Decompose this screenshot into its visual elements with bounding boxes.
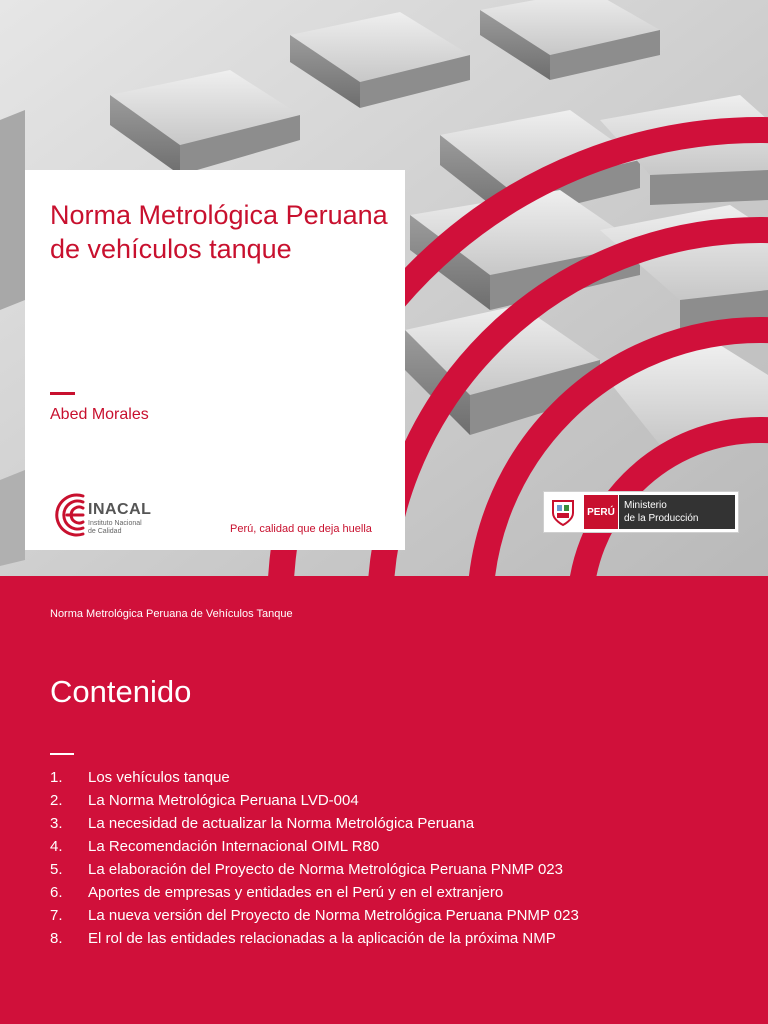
item-text: Aportes de empresas y entidades en el Perú y en el extranjero bbox=[88, 884, 504, 901]
ministry-line-2: de la Producción bbox=[624, 513, 699, 524]
ministry-badge bbox=[543, 491, 739, 533]
contents-list bbox=[50, 766, 579, 950]
slide-header: Norma Metrológica Peruana de Vehículos Tanque bbox=[50, 608, 293, 620]
contents-slide bbox=[0, 576, 768, 1024]
item-number: 5. bbox=[50, 861, 63, 878]
accent-dash bbox=[50, 392, 75, 395]
slogan: Perú, calidad que deja huella bbox=[230, 523, 372, 535]
item-text: La elaboración del Proyecto de Norma Metrológica Peruana PNMP 023 bbox=[88, 861, 563, 878]
list-item bbox=[50, 904, 579, 927]
metal-block bbox=[0, 110, 25, 310]
item-number: 2. bbox=[50, 792, 63, 809]
ministry-line-1: Ministerio bbox=[624, 500, 667, 511]
accent-dash bbox=[50, 753, 74, 755]
metal-block bbox=[0, 470, 25, 566]
item-number: 3. bbox=[50, 815, 63, 832]
logo-subtitle-line-2: de Calidad bbox=[88, 528, 122, 535]
item-number: 4. bbox=[50, 838, 63, 855]
peru-shield-icon bbox=[548, 497, 578, 527]
item-text: La necesidad de actualizar la Norma Metrológica Peruana bbox=[88, 815, 475, 832]
title-card bbox=[25, 170, 405, 550]
author-name: Abed Morales bbox=[50, 406, 149, 423]
list-item bbox=[50, 881, 579, 904]
peru-label: PERÚ bbox=[584, 495, 618, 529]
item-text: La nueva versión del Proyecto de Norma Metrológica Peruana PNMP 023 bbox=[88, 907, 579, 924]
item-number: 6. bbox=[50, 884, 63, 901]
logo-subtitle-line-1: Instituto Nacional bbox=[88, 520, 142, 527]
contents-heading: Contenido bbox=[50, 674, 192, 709]
list-item bbox=[50, 858, 579, 881]
item-number: 8. bbox=[50, 930, 63, 947]
item-number: 1. bbox=[50, 769, 63, 786]
list-item bbox=[50, 766, 579, 789]
ministry-name-box bbox=[619, 495, 735, 529]
item-text: La Recomendación Internacional OIML R80 bbox=[88, 838, 380, 855]
list-item bbox=[50, 835, 579, 858]
list-item bbox=[50, 812, 579, 835]
item-text: Los vehículos tanque bbox=[88, 769, 230, 786]
item-text: El rol de las entidades relacionadas a la aplicación de la próxima NMP bbox=[88, 930, 556, 947]
item-number: 7. bbox=[50, 907, 63, 924]
logo-name: INACAL bbox=[88, 501, 152, 518]
list-item bbox=[50, 927, 579, 950]
item-text: La Norma Metrológica Peruana LVD-004 bbox=[88, 792, 359, 809]
list-item bbox=[50, 789, 579, 812]
presentation-title: Norma Metrológica Peruana de vehículos tanque bbox=[50, 200, 388, 264]
